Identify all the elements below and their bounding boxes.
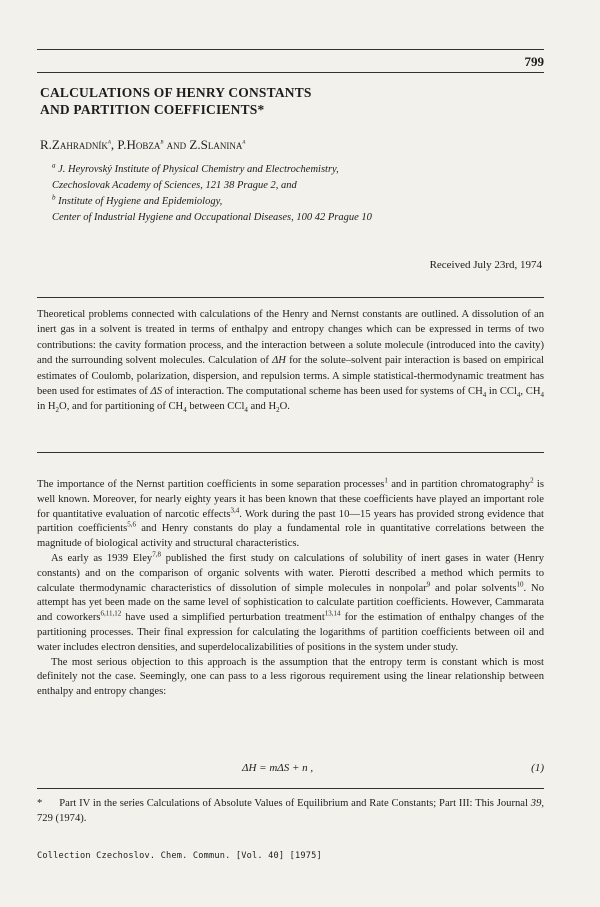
title-line-1: CALCULATIONS OF HENRY CONSTANTS — [40, 85, 312, 100]
author-1-affil-mark: a — [107, 137, 111, 146]
paragraph-1: The importance of the Nernst partition coefficients in some separation processes$^1$ and in partition chromatography$^2$ is well known. Moreover, for nearly eighty years it has been known that these coefficients have played an important role for quantitative evaluation of narcotic effects$^{3,4}$. Work during the past 10—15 years has provided strong evidence that partition coefficients$^{5,6}$ and Henry constants do play a fundamental role in quantitative correlations between the magnitude of biological activity and structural characteristics. — [37, 476, 544, 550]
received-date: Received July 23rd, 1974 — [429, 259, 542, 271]
title-line-2: AND PARTITION COEFFICIENTS* — [40, 102, 265, 117]
abstract: Theoretical problems connected with calculations of the Henry and Nernst constants are outlined. A dissolution of an inert gas in a solvent is treated in terms of enthalpy and entropy changes which can be expressed in terms of two contributions: the cavity formation process, and the interaction between a solute molecule (introduced into the cavity) and the surrounding solvent molecules. Calculation of ΔH for the solute–solvent pair interaction is based on empirical estimates of Coulomb, polarization, dispersion, and repulsion terms. A simple statistical-thermodynamic treatment has been used for estimates of ΔS of interaction. The computational scheme has been used for systems of $CH_4$ in CCl$_4$, $CH_4$ in $H_2O$, and for partitioning of $CH_4$ between CCl$_4$ and $H_2O$. — [37, 309, 544, 415]
author-3-affil-mark: a — [242, 137, 246, 146]
author-1: R.Zahradník — [40, 137, 108, 152]
journal-footer: Collection Czechoslov. Chem. Commun. [Vol. 40] [1975] — [37, 851, 322, 861]
affiliation-b-line-1: $^b$ Institute of Hygiene and Epidemiology, — [52, 193, 223, 207]
author-list — [40, 137, 245, 153]
header-rule-top — [37, 49, 544, 50]
affiliations — [52, 162, 372, 226]
author-separator-1: , — [110, 137, 118, 152]
author-separator-2: and — [163, 137, 190, 152]
abstract-rule-top — [37, 297, 544, 298]
header-rule-bottom — [37, 72, 544, 73]
footnote-mark: * — [37, 798, 43, 809]
delta-h-symbol: ΔH — [272, 355, 286, 367]
footnote: * Part IV in the series Calculations of Absolute Values of Equilibrium and Rate Constants; Part III: This Journal 39, 729 (1974). — [37, 798, 545, 824]
author-3: Z.Slanina — [189, 137, 243, 152]
footnote-rule — [37, 788, 544, 789]
author-2: P.Hobza — [117, 137, 161, 152]
affiliation-a-mark: a — [52, 161, 56, 170]
affiliation-a-line-2: Czechoslovak Academy of Sciences, 121 38 Prague 2, and — [52, 180, 297, 191]
author-2-affil-mark: b — [160, 137, 164, 146]
body-text — [37, 478, 544, 700]
paragraph-2: As early as 1939 Eley$^{7,8}$ published the first study on calculations of solubility of inert gases in water (Henry constants) and on the comparison of organic solvents with water. Pierotti described a method which permits to calculate thermodynamic characteristics of dissolution of simple molecules in nonpolar$^9$ and polar solvents$^{10}$. No attempt has yet been made on the same level of sophistication to calculate partition coefficients. However, Cammarata and coworkers$^{6,11,12}$ have used a simplified perturbation treatment$^{13,14}$ for the estimation of enthalpy changes of the partitioning processes. Their final expression for calculating the logarithms of partition coefficients between oil and water includes electron densities, and superdelocalizabilities of positions in the system under study. — [37, 550, 545, 653]
article-title — [40, 84, 400, 118]
affiliation-a-line-1: $^a$ J. Heyrovský Institute of Physical Chemistry and Electrochemistry, — [52, 161, 339, 175]
equation-formula: ΔH = mΔS + n , — [242, 762, 314, 774]
equation-number: (1) — [531, 762, 544, 774]
delta-s-symbol: ΔS — [150, 386, 162, 398]
abstract-rule-bottom — [37, 452, 544, 453]
affiliation-b-mark: b — [52, 193, 56, 202]
footnote-volume: 39, — [530, 798, 545, 809]
page-number: 799 — [524, 54, 544, 69]
affiliation-b-line-2: Center of Industrial Hygiene and Occupational Diseases, 100 42 Prague 10 — [52, 212, 372, 223]
paragraph-3: The most serious objection to this approach is the assumption that the entropy term is constant which is most definitely not the case. Seemingly, one can pass to a less rigorous requirement using the linear relationship between enthalpy and entropy changes: — [37, 656, 544, 698]
